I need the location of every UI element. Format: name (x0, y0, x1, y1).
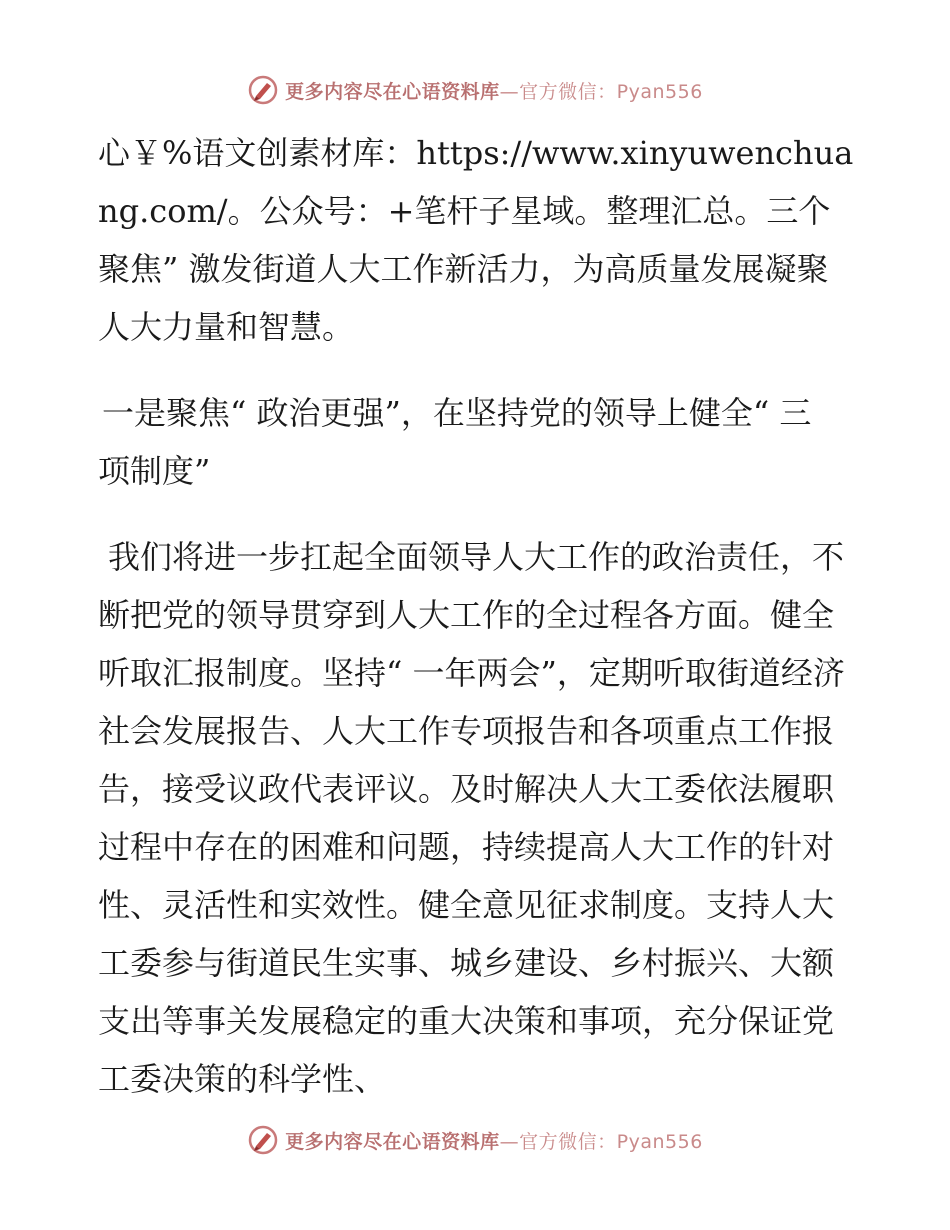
footer-banner-text (285, 1127, 703, 1154)
footer-banner-rest: —官方微信：Pyan556 (499, 1130, 703, 1153)
header-banner-rest: —官方微信：Pyan556 (499, 80, 703, 103)
document-body (98, 124, 858, 1108)
section-heading: 一是聚焦“ 政治更强”，在坚持党的领导上健全“ 三项制度” (98, 394, 812, 490)
header-banner (0, 70, 950, 110)
body-paragraph: 我们将进一步扛起全面领导人大工作的政治责任，不断把党的领导贯穿到人大工作的全过程各方面。健全听取汇报制度。坚持“ 一年两会”，定期听取街道经济社会发展报告、人大工作专项报告和各项重点工作报告，接受议政代表评议。及时解决人大工委依法履职过程中存在的困难和问题，持续提高人大工作的针对性、灵活性和实效性。健全意见征求制度。支持人大工委参与街道民生实事、城乡建设、乡村振兴、大额支出等事关发展稳定的重大决策和事项，充分保证党工委决策的科学性、 (98, 538, 845, 1098)
header-banner-main: 更多内容尽在心语资料库 (285, 80, 500, 103)
pen-logo-icon (247, 74, 279, 106)
footer-banner-main: 更多内容尽在心语资料库 (285, 1130, 500, 1153)
intro-paragraph: 心￥%语文创素材库：https://www.xinyuwenchuang.com/。公众号：+笔杆子星域。整理汇总。三个聚焦” 激发街道人大工作新活力，为高质量发展凝聚人大力量和智慧。 (98, 134, 854, 346)
header-banner-text (285, 77, 703, 104)
pen-logo-icon (247, 1124, 279, 1156)
footer-banner (0, 1120, 950, 1160)
